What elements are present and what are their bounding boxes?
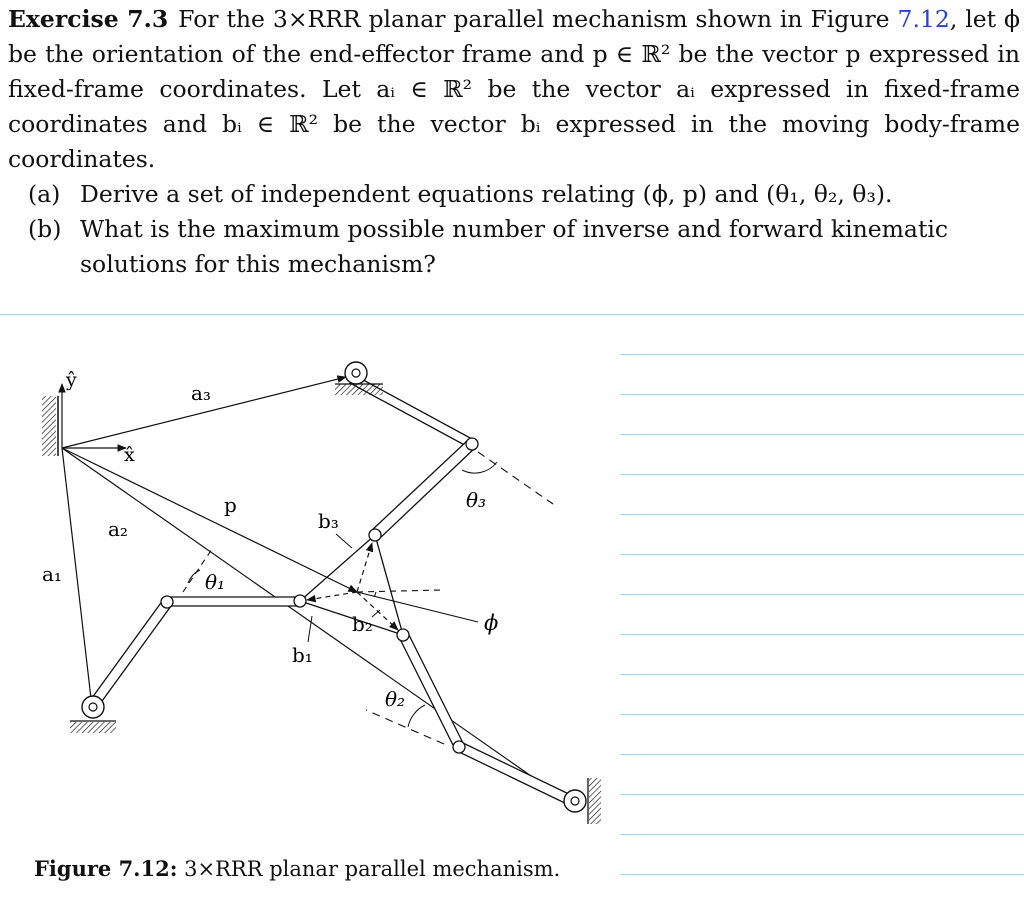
platform-joint-2 (397, 629, 409, 641)
joint-1-elbow (161, 596, 173, 608)
part-b-mark: (b) (28, 215, 62, 243)
intro-text-1: For the 3×RRR planar parallel mechanism shown in Figure (178, 5, 898, 33)
answer-line (620, 794, 1024, 795)
label-b3: b₃ (318, 509, 339, 533)
theta3-reference (478, 452, 553, 504)
figure-reference-link[interactable]: 7.12 (897, 5, 950, 33)
vector-b3 (357, 543, 372, 592)
link-2-proximal (457, 742, 575, 806)
answer-line (620, 554, 1024, 555)
label-b2: b₂ (352, 612, 373, 636)
answer-line (620, 834, 1024, 835)
theta2-arc (408, 705, 425, 727)
exercise-parts (8, 177, 1020, 282)
answer-line (620, 874, 1024, 875)
label-phi: ϕ (484, 611, 499, 635)
origin-wall-hatch (42, 396, 56, 456)
label-theta2: θ₂ (385, 687, 406, 711)
answer-line (620, 394, 1024, 395)
figure-caption-label: Figure 7.12: (34, 856, 178, 881)
vector-a1 (62, 448, 92, 707)
ground-1-hatch (70, 722, 116, 733)
part-a-mark: (a) (28, 180, 61, 208)
link-3-distal (371, 440, 476, 539)
figure-caption (34, 856, 560, 881)
platform-joint-3 (369, 529, 381, 541)
answer-line (620, 434, 1024, 435)
label-b1: b₁ (292, 643, 313, 667)
part-a-text: Derive a set of independent equations relating (ϕ, p) and (θ₁, θ₂, θ₃). (80, 180, 893, 208)
answer-line (620, 634, 1024, 635)
platform-joint-1 (294, 595, 306, 607)
ground-2-pin (571, 797, 579, 805)
ground-2-hatch (589, 778, 601, 824)
answer-line (620, 594, 1024, 595)
exercise-intro (8, 2, 1020, 177)
answer-line (0, 314, 1024, 315)
answer-line (620, 354, 1024, 355)
exercise-statement (8, 2, 1020, 282)
exercise-part-a (8, 177, 1020, 212)
answer-line (620, 514, 1024, 515)
label-x-hat: x̂ (124, 444, 135, 466)
vector-b1 (307, 592, 357, 600)
ground-1-pin (89, 703, 97, 711)
answer-line (620, 674, 1024, 675)
label-a3: a₃ (191, 381, 211, 405)
phi-reference-line (357, 590, 442, 592)
exercise-label: Exercise 7.3 (8, 5, 169, 33)
b2-leader (372, 610, 380, 617)
b3-leader (336, 534, 352, 548)
label-a1: a₁ (42, 562, 62, 586)
joint-3-elbow (466, 438, 478, 450)
theta2-reference (366, 710, 444, 744)
link-1-proximal (89, 600, 171, 708)
ground-3-hatch (335, 384, 383, 395)
joint-2-elbow (453, 741, 465, 753)
part-b-text: What is the maximum possible number of inverse and forward kinematic solutions for this mechanism? (80, 215, 949, 278)
answer-line (620, 714, 1024, 715)
phi-direction-line (357, 592, 478, 622)
label-a2: a₂ (108, 517, 128, 541)
link-1-distal (167, 597, 300, 606)
label-theta1: θ₁ (205, 570, 226, 594)
label-y-hat: ŷ (66, 369, 77, 391)
label-p: p (224, 493, 237, 517)
intro-text-2: , let ϕ be the orientation of the end-effector frame and p ∈ ℝ² be the vector p expressed in fixed-frame coordinates. Let aᵢ ∈ ℝ² be the vector aᵢ expressed in fixed-frame coordinates and bᵢ ∈ ℝ² be the vector bᵢ expressed in the moving body-frame coordinates. (8, 5, 1020, 173)
ground-3-pin (352, 369, 360, 377)
theta3-arc (462, 462, 497, 473)
figure-caption-text: 3×RRR planar parallel mechanism. (177, 857, 561, 881)
answer-line (620, 474, 1024, 475)
answer-line (620, 754, 1024, 755)
label-theta3: θ₃ (466, 488, 487, 512)
mechanism-figure (20, 350, 620, 830)
exercise-part-b (8, 212, 1020, 282)
